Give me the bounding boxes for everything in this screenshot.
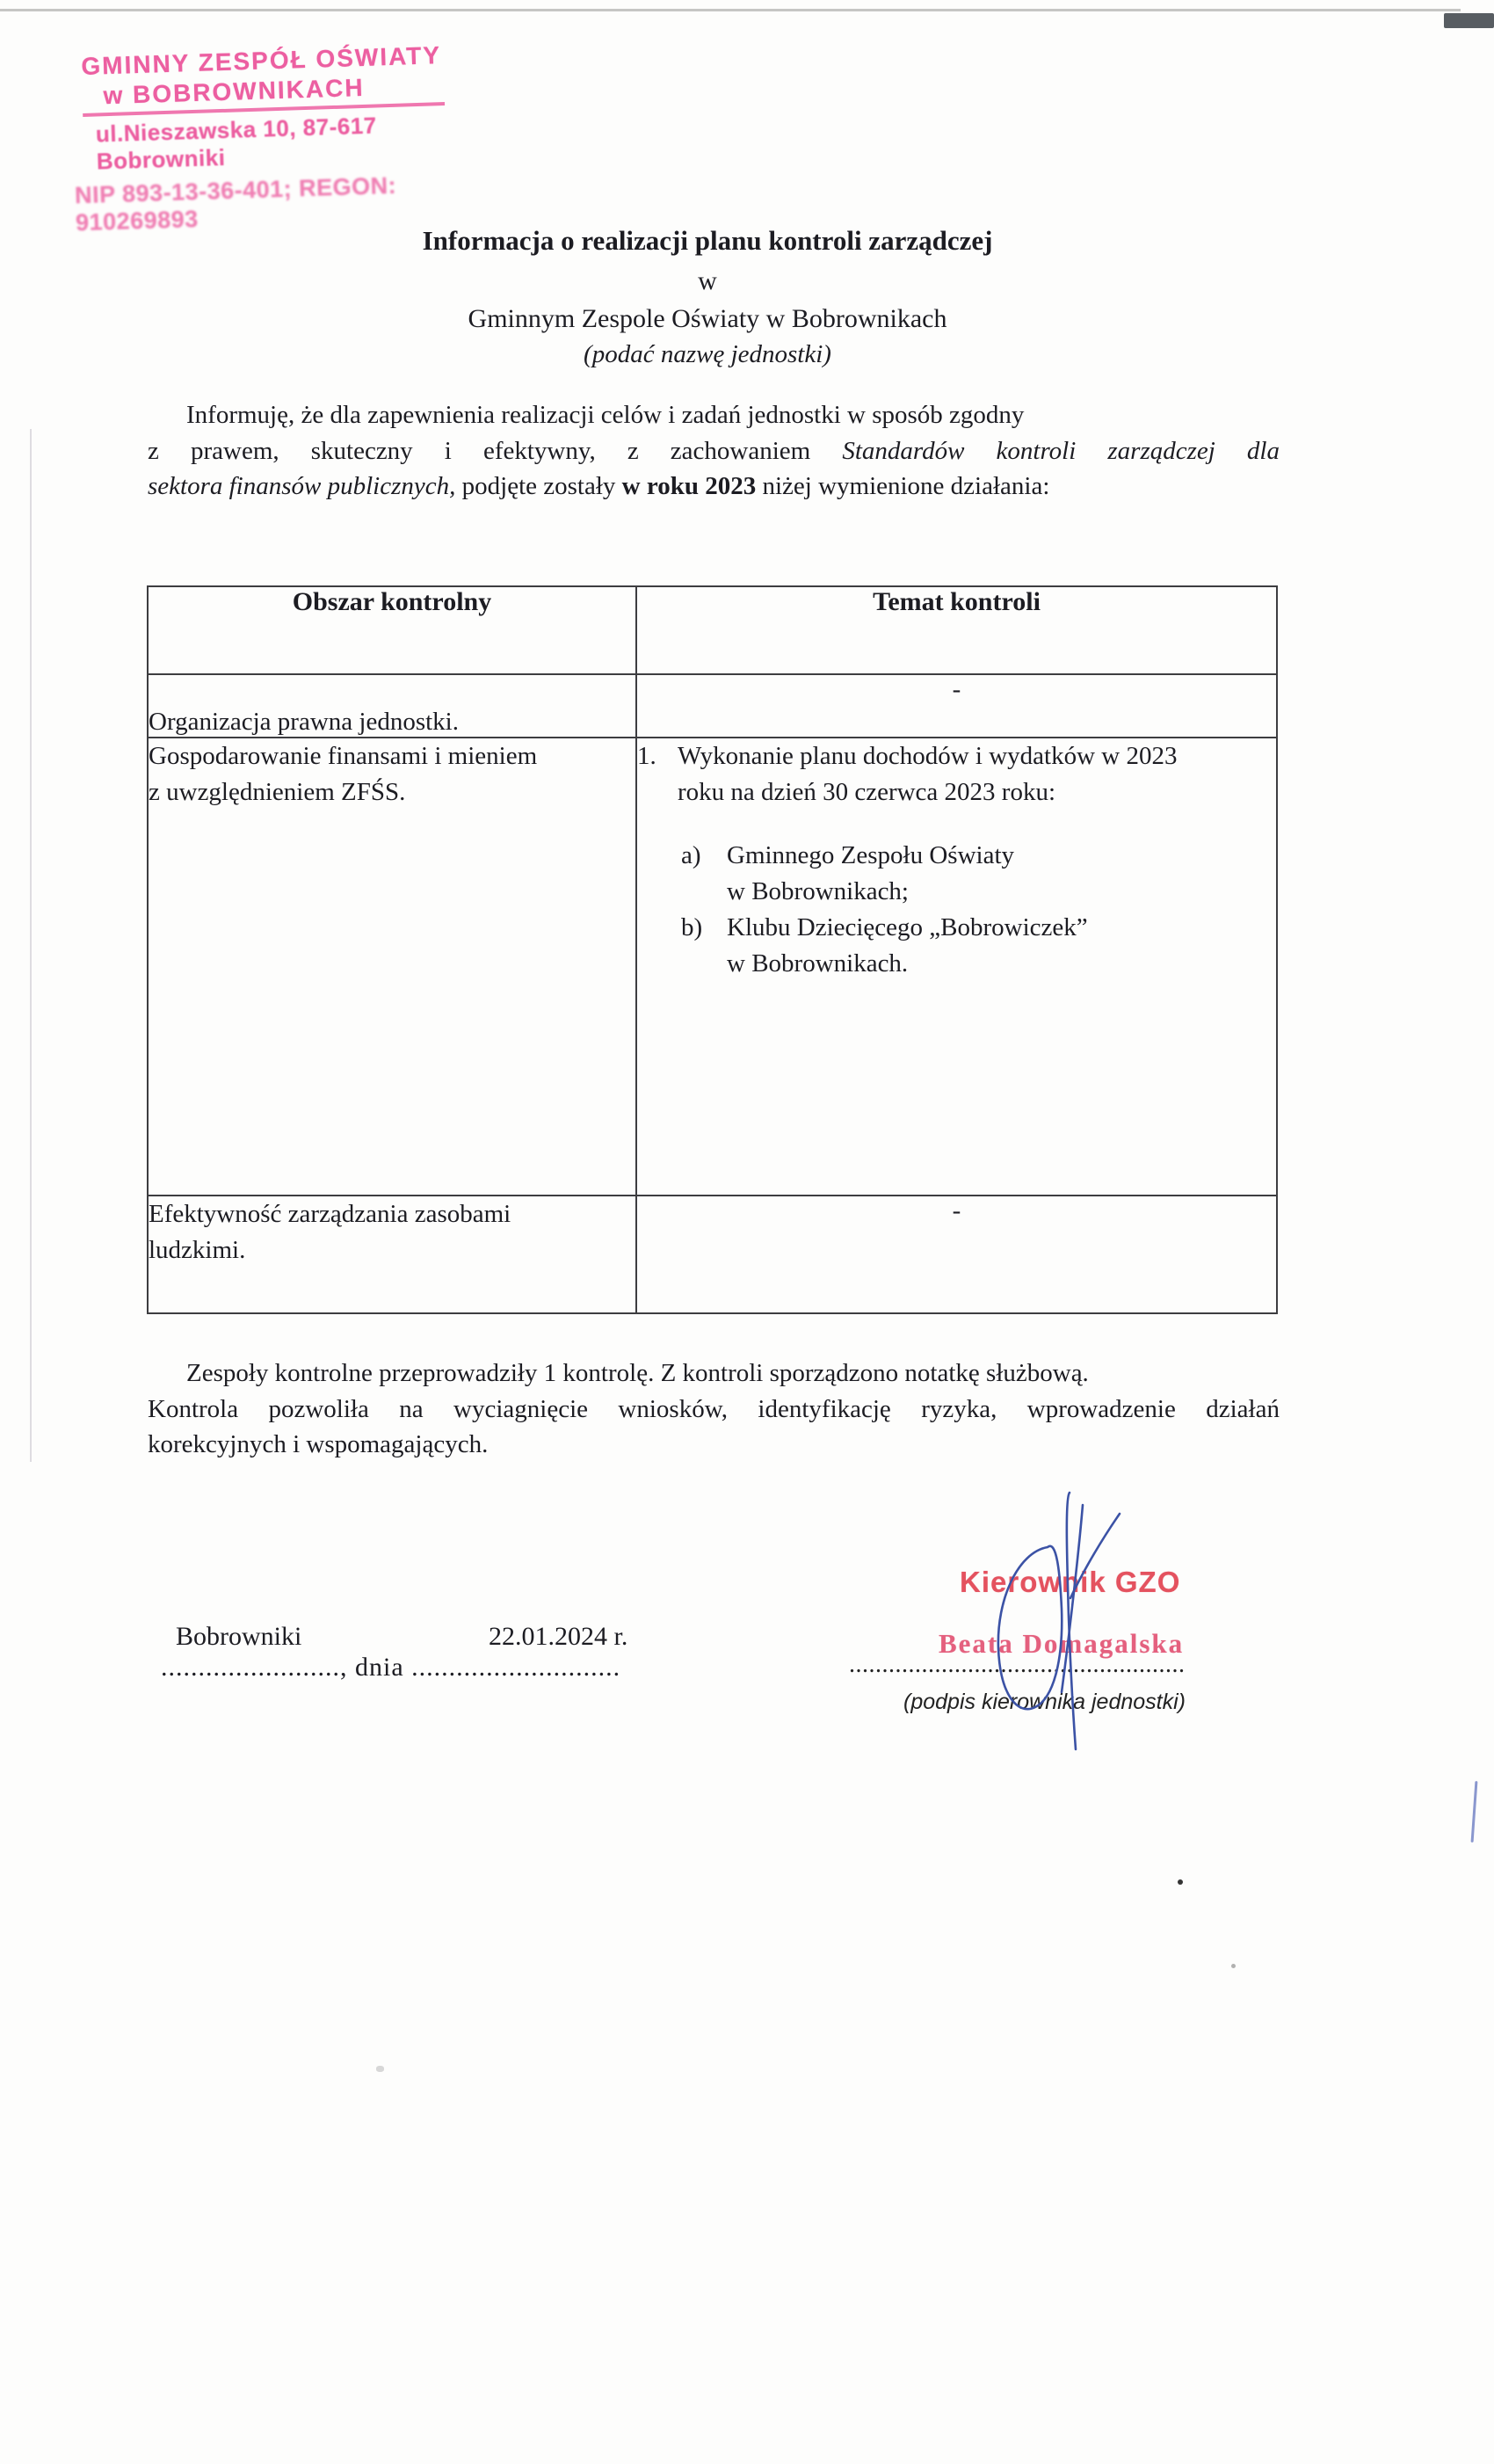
item-number: 1. xyxy=(637,742,656,770)
title-preposition: w xyxy=(698,266,717,295)
item-line-2: roku na dzień 30 czerwca 2023 roku: xyxy=(678,778,1056,806)
area-3-line-2: ludzkimi. xyxy=(149,1236,246,1264)
stamp-nip-regon: NIP 893-13-36-401; REGON: 910269893 xyxy=(74,171,397,236)
place-value: Bobrowniki xyxy=(176,1622,302,1651)
place-date-dotted-line xyxy=(161,1653,620,1683)
scan-speck-artifact xyxy=(376,2066,384,2072)
cell-area-2 xyxy=(148,738,636,1196)
office-stamp xyxy=(74,40,490,236)
intro-line-3-bold: w roku 2023 xyxy=(621,472,757,500)
sub-items xyxy=(681,838,1276,982)
stamp-org-name: GMINNY ZESPÓŁ OŚWIATY xyxy=(81,41,442,80)
place-date-line xyxy=(163,1622,743,1657)
cell-topic-3: - xyxy=(636,1196,1277,1313)
signature-role-stamp: Kierownik GZO xyxy=(960,1566,1181,1598)
table-row xyxy=(148,738,1277,1196)
scan-pen-mark xyxy=(1471,1781,1478,1843)
item-text xyxy=(678,738,1178,810)
intro-line-2 xyxy=(148,433,1280,469)
title-unit-name: Gminnym Zespole Oświaty w Bobrownikach xyxy=(468,304,947,333)
scan-dot-artifact xyxy=(1231,1964,1236,1968)
scan-corner-artifact xyxy=(1444,13,1494,28)
table-row xyxy=(148,674,1277,738)
intro-line-3-italic: sektora finansów publicznych, xyxy=(148,472,456,500)
sub-a-label: a) xyxy=(681,841,701,869)
sub-b-text xyxy=(727,910,1088,982)
scan-edge-line xyxy=(0,9,1461,11)
scan-dot-artifact xyxy=(1178,1879,1183,1885)
intro-line-3 xyxy=(148,469,1280,505)
cell-topic-2 xyxy=(636,738,1277,1196)
intro-line-2-italic: Standardów kontroli zarządczej dla xyxy=(842,436,1280,465)
scan-left-fold-line xyxy=(30,429,32,1462)
sub-item-a xyxy=(681,838,1276,910)
sub-a-line-1: Gminnego Zespołu Oświaty xyxy=(727,841,1015,869)
document-title-block xyxy=(132,225,1283,369)
stamp-org-place: w BOBROWNIKACH xyxy=(103,73,365,110)
area-3-line-1: Efektywność zarządzania zasobami xyxy=(149,1200,511,1228)
intro-line-2-text: z prawem, skuteczny i efektywny, z zachowaniem xyxy=(148,436,843,465)
date-value: 22.01.2024 r. xyxy=(489,1622,628,1651)
sub-a-line-2: w Bobrownikach; xyxy=(727,877,909,905)
numbered-item xyxy=(637,738,1276,810)
cell-topic-1: - xyxy=(636,674,1277,738)
sub-b-line-2: w Bobrownikach. xyxy=(727,949,909,978)
dots-right: ............................ xyxy=(411,1653,621,1682)
intro-line-3-text: podjęte zostały xyxy=(455,472,622,500)
dnia-label: dnia xyxy=(347,1653,412,1682)
table-row xyxy=(148,1196,1277,1313)
dots-left: ........................, xyxy=(161,1653,348,1682)
title-hint: (podać nazwę jednostki) xyxy=(584,340,831,368)
area-2-line-2: z uwzględnieniem ZFŚS. xyxy=(149,778,406,806)
intro-line-3-end: niżej wymienione działania: xyxy=(756,472,1050,500)
sub-b-label: b) xyxy=(681,913,703,941)
item-line-1: Wykonanie planu dochodów i wydatków w 2023 xyxy=(678,742,1178,770)
closing-paragraph xyxy=(148,1356,1280,1463)
signature-caption: (podpis kierownika jednostki) xyxy=(903,1690,1186,1714)
header-obszar-kontrolny: Obszar kontrolny xyxy=(148,586,636,674)
document-title: Informacja o realizacji planu kontroli zarządczej xyxy=(422,225,993,256)
sub-b-line-1: Klubu Dziecięcego „Bobrowiczek” xyxy=(727,913,1088,941)
stamp-address: ul.Nieszawska 10, 87-617 Bobrowniki xyxy=(95,112,378,175)
cell-area-3 xyxy=(148,1196,636,1313)
closing-line-1: Zespoły kontrolne przeprowadziły 1 kontrolę. Z kontroli sporządzono notatkę służbową. xyxy=(186,1359,1089,1387)
signature-downstroke-2 xyxy=(1062,1505,1083,1692)
signature-name-stamp: Beata Domagalska xyxy=(939,1628,1185,1659)
area-2-line-1: Gospodarowanie finansami i mieniem xyxy=(149,742,538,770)
signature-dotted-line: ................................................... xyxy=(849,1651,1186,1678)
cell-area-1: Organizacja prawna jednostki. xyxy=(148,674,636,738)
header-temat-kontroli: Temat kontroli xyxy=(636,586,1277,674)
intro-paragraph xyxy=(148,397,1280,505)
signature-loop xyxy=(998,1546,1062,1709)
intro-line-1: Informuję, że dla zapewnienia realizacji celów i zadań jednostki w sposób zgodny xyxy=(186,401,1025,429)
table-header-row xyxy=(148,586,1277,674)
handwritten-signature xyxy=(984,1486,1138,1754)
closing-line-2: Kontrola pozwoliła na wyciagnięcie wniosków, identyfikację ryzyka, wprowadzenie działań xyxy=(148,1394,1280,1423)
control-plan-table xyxy=(147,585,1278,1314)
closing-line-3: korekcyjnych i wspomagających. xyxy=(148,1430,489,1458)
sub-a-text xyxy=(727,838,1014,910)
sub-item-b xyxy=(681,910,1276,982)
